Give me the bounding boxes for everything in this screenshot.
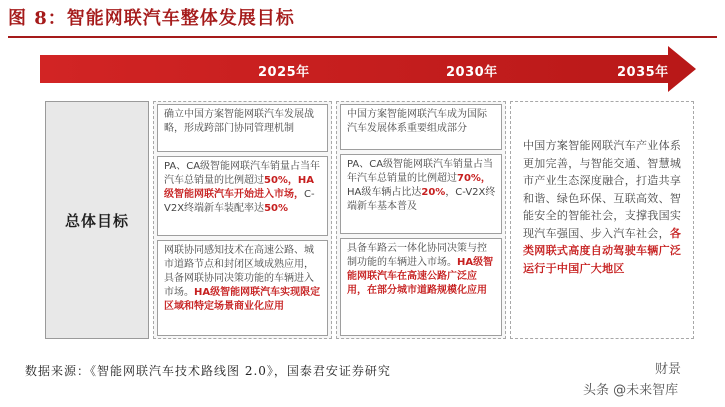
goal-2030-strategy-text: 中国方案智能网联汽车成为国际汽车发展体系重要组成部分 — [347, 109, 487, 134]
goal-2035 — [510, 101, 694, 339]
watermark-top: 财景 — [655, 362, 682, 377]
goal-2025-sales-text: PA、CA级智能网联汽车销量占当年汽车总销量的比例超过 — [164, 161, 321, 186]
row-label-box — [45, 101, 149, 339]
goal-2030-strategy — [340, 104, 502, 150]
goal-2025-strategy-text: 确立中国方案智能网联汽车发展战略，形成跨部门协同管理机制 — [164, 109, 314, 134]
goal-2030-sales-highlight: 70%， — [457, 173, 491, 184]
timeline-arrow — [40, 46, 696, 92]
source-note: 数据来源：《智能网联汽车技术路线图 2.0》，国泰君安证券研究 — [25, 364, 391, 378]
year-2035: 2035年 — [617, 65, 669, 80]
year-2025: 2025年 — [258, 65, 310, 80]
goal-2025-sales — [157, 156, 328, 236]
goal-2025-strategy — [157, 104, 328, 152]
row-label: 总体目标 — [64, 211, 129, 230]
goal-2030-sales — [340, 154, 502, 234]
goal-2030-sales-text: PA、CA级智能网联汽车销量占当年汽车总销量的比例超过 — [347, 159, 494, 184]
goal-2030-ha-text: HA级车辆占比达 — [347, 187, 422, 198]
goal-2030-v2x-text: ，C-V2X终端新车基本普及 — [347, 187, 496, 212]
goal-2030-tech-text: 具备车路云一体化协同决策与控制功能的车辆进入市场。 — [347, 243, 487, 268]
goal-2025-tech-text: 网联协同感知技术在高速公路、城市道路节点和封闭区域成熟应用，具备网联协同决策功能的车辆进入市场。 — [164, 245, 314, 298]
goal-2025-sales-highlight: 50%，HA级智能网联汽车开始进入市场， — [164, 175, 315, 200]
goal-2030-tech-highlight: HA级智能网联汽车在高速公路广泛应用，在部分城市道路规模化应用 — [347, 257, 494, 296]
goal-2030-tech — [340, 238, 502, 336]
figure-title: 图 8：智能网联汽车整体发展目标 — [8, 8, 295, 29]
goal-2025-tech — [157, 240, 328, 336]
watermark-bottom: 头条 @未来智库 — [583, 383, 679, 398]
goal-2025-tech-highlight: HA级智能网联汽车实现限定区域和特定场景商业化应用 — [164, 287, 321, 312]
goal-2025-v2x-rate: 50% — [264, 203, 288, 214]
title-divider — [8, 36, 717, 38]
goal-2035-highlight: 各类网联式高度自动驾驶车辆广泛运行于中国广大地区 — [523, 226, 682, 275]
goal-2030-ha-share: 20% — [421, 187, 446, 198]
year-2030: 2030年 — [446, 65, 498, 80]
goal-2035-text: 中国方案智能网联汽车产业体系更加完善，与智能交通、智慧城市产业生态深度融合，打造共享和谐、绿色环保、互联高效、智能安全的智能社会，支撑我国实现汽车强国、步入汽车社会， — [523, 139, 682, 240]
goal-2025-v2x-text: C-V2X终端新车装配率达 — [164, 189, 315, 214]
